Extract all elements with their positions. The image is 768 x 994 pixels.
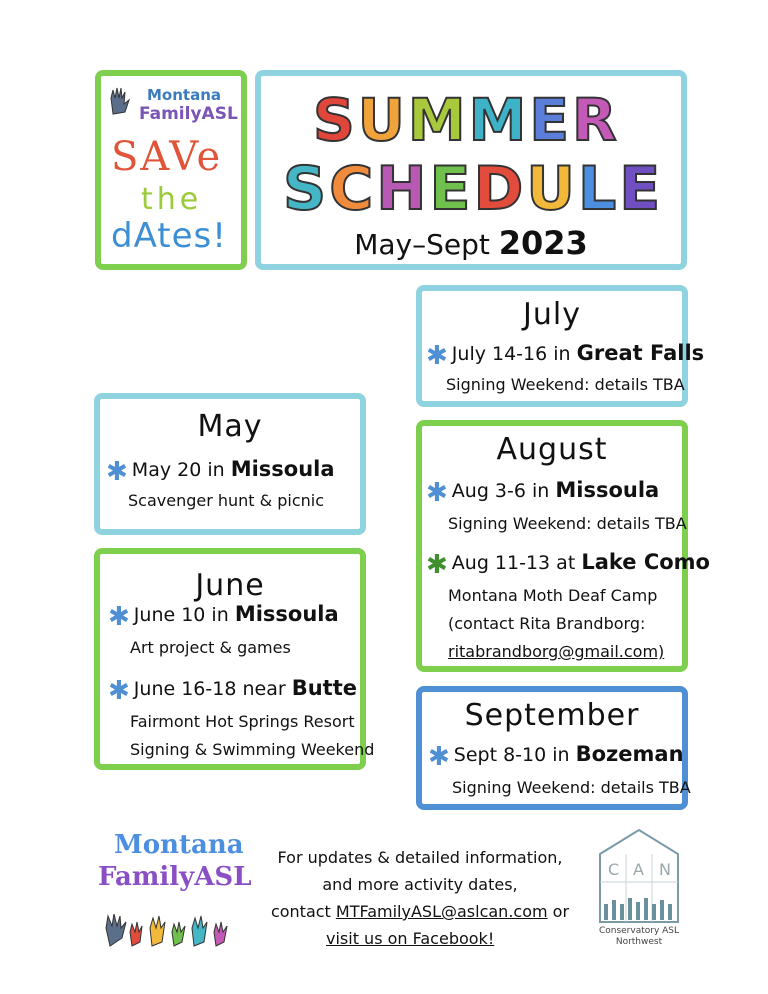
event-date: June 10 in (133, 604, 229, 626)
august-event-2-detail-1: Montana Moth Deaf Camp (448, 586, 658, 605)
asterisk-icon: ✱ (106, 457, 128, 487)
header-subtitle (261, 224, 681, 262)
august-event-2-detail-2: (contact Rita Brandborg: (448, 614, 646, 633)
save-logo-bottom: FamilyASL (139, 104, 238, 124)
event-date: May 20 in (131, 459, 225, 481)
july-box (416, 285, 705, 407)
june-event-2 (108, 676, 357, 706)
event-place: Missoula (234, 602, 339, 626)
footer-line-1: For updates & detailed information, (277, 848, 563, 867)
can-letter-a: A (633, 860, 644, 879)
montana-family-asl-logo (96, 830, 252, 950)
event-date: Aug 3-6 in (451, 480, 550, 502)
contact-email-link[interactable]: ritabrandborg@gmail.com) (448, 642, 665, 661)
title-summer: SUMMER (313, 86, 620, 154)
event-date: July 14-16 in (451, 343, 571, 365)
june-event-2-detail-2: Signing & Swimming Weekend (130, 740, 375, 759)
footer-logo-bottom: FamilyASL (98, 862, 252, 892)
june-box (94, 548, 375, 770)
september-event-1 (428, 742, 684, 772)
event-place: Missoula (555, 478, 660, 502)
save-logo-top: Montana (147, 86, 222, 104)
month-title-may: May (197, 409, 263, 444)
may-event-1 (106, 457, 335, 487)
event-date: Aug 11-13 at (451, 552, 576, 574)
asterisk-icon: ✱ (426, 550, 448, 580)
facebook-link[interactable]: visit us on Facebook! (326, 929, 495, 948)
or-label: or (552, 902, 570, 921)
may-event-1-detail: Scavenger hunt & picnic (128, 491, 324, 510)
asterisk-icon: ✱ (108, 676, 130, 706)
dates-word: dAtes! (111, 216, 227, 256)
can-caption-2: Northwest (615, 937, 663, 947)
save-the-dates-box (95, 70, 247, 270)
header-box (255, 70, 687, 270)
conservatory-asl-logo (596, 826, 682, 952)
month-title-september: September (464, 698, 640, 733)
asterisk-icon: ✱ (428, 742, 450, 772)
can-letter-n: N (659, 860, 671, 879)
footer-info (250, 844, 590, 952)
july-event-1 (426, 341, 704, 371)
month-title-august: August (496, 432, 608, 467)
asterisk-icon: ✱ (426, 478, 448, 508)
title-schedule: SCHEDULE (283, 154, 664, 224)
june-event-1 (108, 602, 339, 632)
september-box (416, 686, 691, 810)
event-date: Sept 8-10 in (453, 744, 570, 766)
month-title-july: July (523, 297, 581, 332)
september-event-1-detail: Signing Weekend: details TBA (452, 778, 691, 797)
event-place: Bozeman (575, 742, 684, 766)
hands-logo-icon (107, 84, 137, 116)
event-date: June 16-18 near (133, 678, 286, 700)
save-word: SAVe (111, 134, 223, 180)
can-letter-c: C (608, 860, 622, 879)
footer-line-4 (250, 925, 590, 952)
the-word: the (141, 182, 203, 217)
can-caption-1: Conservatory ASL (598, 926, 680, 936)
event-place: Great Falls (576, 341, 705, 365)
event-place: Butte (291, 676, 357, 700)
august-box (416, 420, 710, 672)
asterisk-icon: ✱ (108, 602, 130, 632)
june-event-2-detail-1: Fairmont Hot Springs Resort (130, 712, 355, 731)
august-event-1-detail: Signing Weekend: details TBA (448, 514, 687, 533)
july-event-1-detail: Signing Weekend: details TBA (446, 375, 685, 394)
may-box (94, 393, 366, 535)
event-place: Lake Como (581, 550, 710, 574)
august-event-2 (426, 550, 710, 580)
month-title-june: June (195, 568, 265, 603)
hands-illustration-icon (102, 898, 242, 952)
footer-line-2: and more activity dates, (322, 875, 518, 894)
event-place: Missoula (230, 457, 335, 481)
footer-email-link[interactable]: MTFamilyASL@aslcan.com (335, 902, 548, 921)
august-event-1 (426, 478, 659, 508)
subtitle-year: 2023 (498, 224, 588, 262)
june-event-1-detail: Art project & games (130, 638, 291, 657)
asterisk-icon: ✱ (426, 341, 448, 371)
subtitle-months: May–Sept (354, 228, 490, 261)
footer-line-3 (250, 898, 590, 925)
contact-label: contact (270, 902, 331, 921)
footer-logo-top: Montana (114, 830, 244, 860)
